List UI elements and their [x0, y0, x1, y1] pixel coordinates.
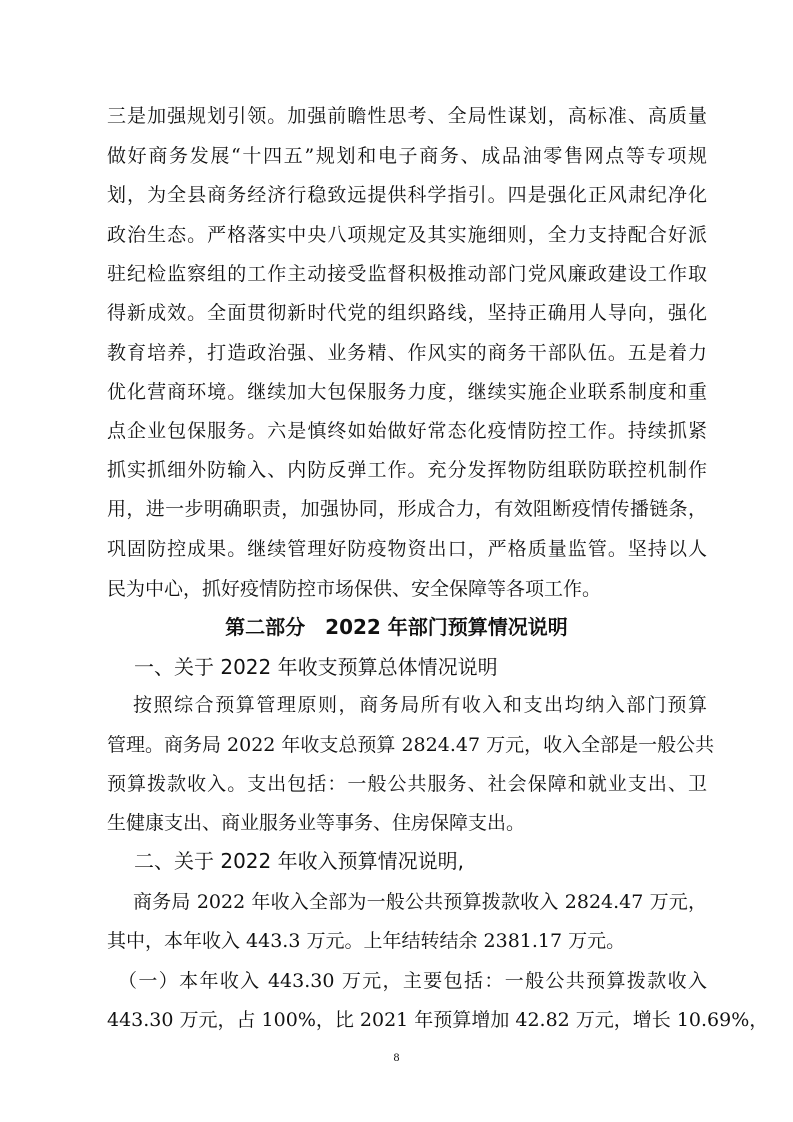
- text-line: 点企业包保服务。六是慎终如始做好常态化疫情防控工作。持续抓紧: [107, 420, 707, 442]
- section-heading: 一、关于 2022 年收支预算总体情况说明: [134, 655, 498, 679]
- text-line: 得新成效。全面贯彻新时代党的组织路线，坚持正确用人导向，强化: [107, 302, 707, 324]
- text-line: 管理。商务局 2022 年收支总预算 2824.47 万元，收入全部是一般公共: [107, 734, 715, 756]
- text-line: 443.30 万元，占 100%，比 2021 年预算增加 42.82 万元，增长 10.69%，: [107, 1009, 769, 1031]
- text-line: 按照综合预算管理原则，商务局所有收入和支出均纳入部门预算: [133, 694, 707, 716]
- text-line: 预算拨款收入。支出包括：一般公共服务、社会保障和就业支出、卫: [107, 773, 707, 795]
- text-line: 生健康支出、商业服务业等事务、住房保障支出。: [107, 812, 526, 834]
- text-line: 用，进一步明确职责，加强协同，形成合力，有效阻断疫情传播链条，: [107, 498, 707, 520]
- text-line: 抓实抓细外防输入、内防反弹工作。充分发挥物防组联防联控机制作: [107, 459, 707, 481]
- page-number: 8: [393, 1050, 400, 1064]
- text-line: 优化营商环境。继续加大包保服务力度，继续实施企业联系制度和重: [107, 381, 707, 403]
- text-line: 做好商务发展“十四五”规划和电子商务、成品油零售网点等专项规: [107, 145, 707, 167]
- text-line: 三是加强规划引领。加强前瞻性思考、全局性谋划，高标准、高质量: [107, 105, 707, 127]
- text-line: 驻纪检监察组的工作主动接受监督积极推动部门党风廉政建设工作取: [107, 263, 707, 285]
- section-heading: 二、关于 2022 年收入预算情况说明,: [134, 849, 464, 873]
- text-line: 划，为全县商务经济行稳致远提供科学指引。四是强化正风肃纪净化: [107, 184, 707, 206]
- text-line: （一）本年收入 443.30 万元，主要包括：一般公共预算拨款收入: [118, 970, 707, 992]
- text-line: 其中，本年收入 443.3 万元。上年结转结余 2381.17 万元。: [107, 930, 626, 952]
- text-line: 政治生态。严格落实中央八项规定及其实施细则，全力支持配合好派: [107, 224, 707, 246]
- text-line: 教育培养，打造政治强、业务精、作风实的商务干部队伍。五是着力: [107, 342, 707, 364]
- part-heading: 第二部分 2022 年部门预算情况说明: [225, 615, 568, 639]
- text-line: 巩固防控成果。继续管理好防疫物资出口，严格质量监管。坚持以人: [107, 538, 707, 560]
- text-line: 民为中心，抓好疫情防控市场保供、安全保障等各项工作。: [107, 578, 602, 600]
- text-line: 商务局 2022 年收入全部为一般公共预算拨款收入 2824.47 万元，: [133, 891, 707, 913]
